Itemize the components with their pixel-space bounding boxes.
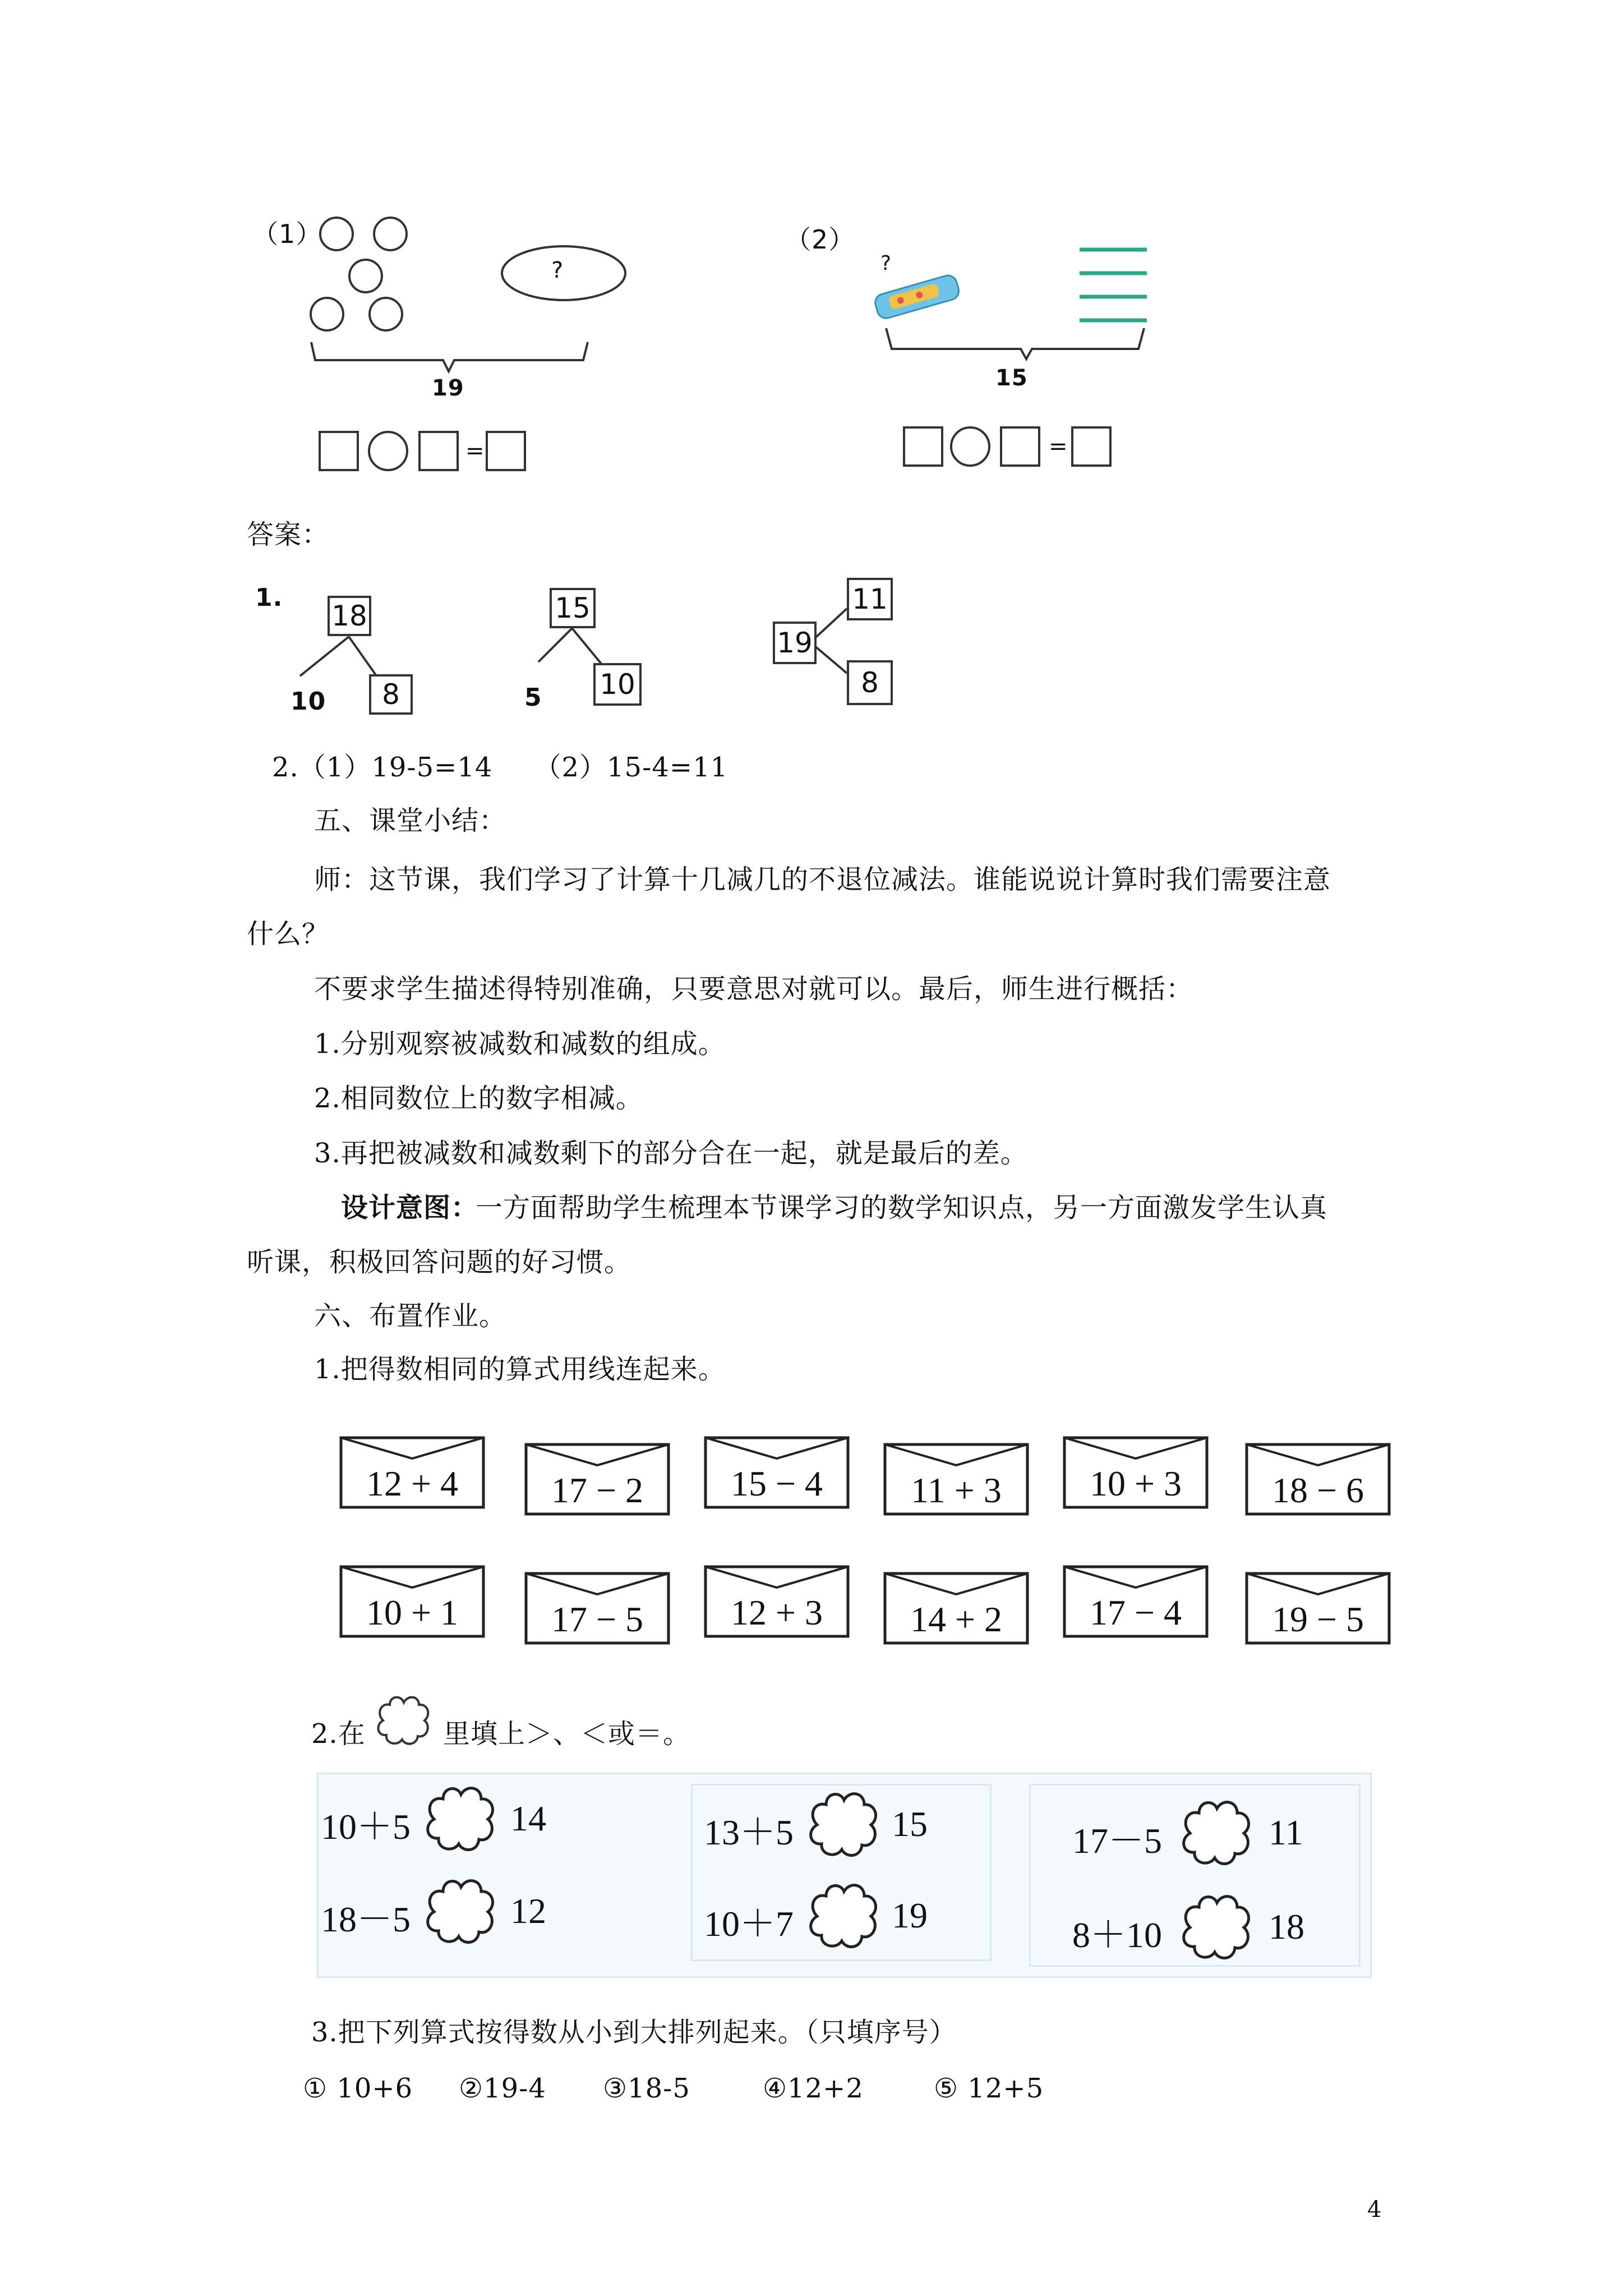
envelope-card[interactable] — [883, 1443, 1029, 1516]
envelope-card[interactable] — [339, 1565, 485, 1638]
design-intent-line2: 听课，积极回答问题的好习惯。 — [247, 1246, 632, 1278]
summary-teacher-line2: 什么？ — [247, 918, 330, 950]
envelope-expression: 18 − 6 — [1271, 1470, 1364, 1510]
compare-flower-blank[interactable] — [1178, 1796, 1256, 1869]
compare-left-expression: 10＋5 — [321, 1807, 411, 1847]
answer-tree-lines — [0, 0, 1623, 785]
compare-right-number: 19 — [892, 1895, 928, 1935]
tree-left-number: 10 — [291, 687, 326, 716]
compare-right-number: 18 — [1269, 1907, 1304, 1947]
q3-item: ⑤ 12+5 — [934, 2073, 1044, 2104]
envelope-expression: 14 + 2 — [910, 1599, 1003, 1639]
compare-left-expression: 13＋5 — [704, 1812, 794, 1852]
summary-teacher-line1: 师：这节课，我们学习了计算十几减几的不退位减法。谁能说说计算时我们需要注意 — [314, 864, 1331, 895]
envelope-expression: 19 − 5 — [1271, 1599, 1364, 1639]
envelope-expression: 17 − 5 — [551, 1599, 644, 1639]
homework-heading: 六、布置作业。 — [314, 1300, 507, 1332]
envelope-card[interactable] — [704, 1565, 850, 1638]
q2-suffix: 里填上＞、＜或＝。 — [443, 1718, 691, 1750]
homework-q3-prompt: 3.把下列算式按得数从小到大排列起来。（只填序号） — [311, 2017, 957, 2048]
tree-bottom-box: 8 — [847, 660, 893, 705]
tree-top-box: 15 — [550, 588, 596, 628]
summary-point-1: 1.分别观察被减数和减数的组成。 — [314, 1028, 726, 1060]
compare-flower-blank[interactable] — [422, 1875, 500, 1948]
envelope-expression: 12 + 3 — [730, 1593, 823, 1632]
compare-left-expression: 18－5 — [321, 1899, 411, 1939]
envelope-card[interactable] — [1245, 1443, 1391, 1516]
compare-flower-blank[interactable] — [805, 1879, 883, 1952]
envelope-card[interactable] — [1063, 1565, 1209, 1638]
part2-label: （2） — [785, 224, 855, 255]
answer-2-text: 2.（1）19-5=14 （2）15-4=11 — [272, 752, 728, 783]
q3-item: ① 10+6 — [303, 2073, 413, 2104]
page-number: 4 — [1367, 2197, 1382, 2223]
part1-label: （1） — [252, 219, 322, 249]
question-mark: ? — [880, 252, 892, 275]
tree-top-box: 18 — [328, 596, 371, 636]
total-label: 15 — [995, 365, 1028, 391]
compare-flower-blank[interactable] — [1178, 1890, 1256, 1963]
q3-item: ②19-4 — [459, 2073, 546, 2104]
total-label: 19 — [432, 375, 464, 401]
envelope-card[interactable] — [524, 1572, 670, 1645]
answers-heading: 答案： — [247, 519, 330, 550]
envelope-expression: 10 + 3 — [1089, 1464, 1182, 1503]
envelope-card[interactable] — [704, 1436, 850, 1509]
envelope-expression: 12 + 4 — [366, 1464, 459, 1503]
envelope-expression: 11 + 3 — [911, 1470, 1002, 1510]
summary-point-2: 2.相同数位上的数字相减。 — [314, 1083, 643, 1114]
compare-right-number: 15 — [892, 1804, 928, 1844]
envelope-expression: 15 − 4 — [730, 1464, 823, 1503]
compare-left-expression: 8＋10 — [1072, 1915, 1162, 1955]
equals-sign: = — [1049, 434, 1068, 459]
compare-flower-blank[interactable] — [422, 1782, 500, 1855]
compare-flower-blank[interactable] — [805, 1788, 883, 1861]
equals-sign: = — [465, 438, 485, 464]
tree-right-box: 8 — [369, 674, 413, 715]
q2-prefix: 2.在 — [311, 1718, 366, 1750]
flower-icon — [373, 1691, 435, 1747]
q3-item: ④12+2 — [763, 2073, 864, 2104]
envelope-expression: 10 + 1 — [366, 1593, 459, 1632]
tree-left-box: 19 — [773, 622, 817, 664]
envelope-card[interactable] — [1245, 1572, 1391, 1645]
envelope-expression: 17 − 4 — [1089, 1593, 1182, 1632]
envelope-card[interactable] — [339, 1436, 485, 1509]
summary-note: 不要求学生描述得特别准确，只要意思对就可以。最后，师生进行概括： — [314, 973, 1194, 1005]
summary-point-3: 3.再把被减数和减数剩下的部分合在一起，就是最后的差。 — [314, 1138, 1028, 1169]
envelope-card[interactable] — [524, 1443, 670, 1516]
envelope-card[interactable] — [883, 1572, 1029, 1645]
tree-left-number: 5 — [524, 683, 542, 712]
q3-item: ③18-5 — [603, 2073, 690, 2104]
compare-right-number: 12 — [510, 1891, 546, 1931]
tree-top-box: 11 — [847, 578, 893, 620]
design-intent-line1: 一方面帮助学生梳理本节课学习的数学知识点，另一方面激发学生认真 — [476, 1192, 1328, 1223]
compare-left-expression: 10＋7 — [704, 1904, 794, 1944]
compare-right-number: 14 — [510, 1798, 546, 1838]
homework-q1-prompt: 1.把得数相同的算式用线连起来。 — [314, 1354, 726, 1385]
envelope-expression: 17 − 2 — [551, 1470, 644, 1510]
compare-left-expression: 17－5 — [1072, 1821, 1162, 1861]
compare-right-number: 11 — [1269, 1812, 1303, 1852]
envelope-card[interactable] — [1063, 1436, 1209, 1509]
summary-heading: 五、课堂小结： — [314, 805, 507, 836]
answer-1-number: 1. — [255, 583, 283, 612]
design-intent-label: 设计意图： — [341, 1192, 479, 1223]
question-mark: ? — [551, 257, 564, 283]
tree-right-box: 10 — [593, 663, 642, 706]
